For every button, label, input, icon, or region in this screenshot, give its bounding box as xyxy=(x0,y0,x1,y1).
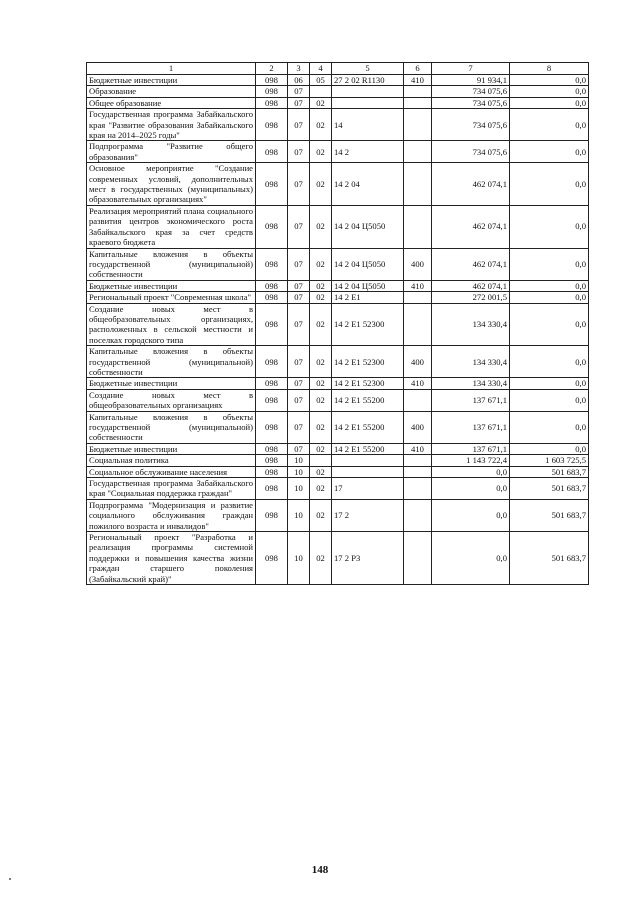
row-name-cell: Бюджетные инвестиции xyxy=(87,378,256,389)
page-number: 148 xyxy=(311,864,329,876)
target-article-cell: 17 2 xyxy=(332,499,404,531)
grbs-code-cell: 098 xyxy=(256,248,288,280)
row-name-cell: Образование xyxy=(87,86,256,97)
subsection-code-cell xyxy=(310,86,332,97)
amount-col7-cell: 137 671,1 xyxy=(432,411,510,443)
target-article-cell: 14 2 04 Ц5050 xyxy=(332,280,404,291)
subsection-code-cell: 02 xyxy=(310,346,332,378)
amount-col8-cell: 501 683,7 xyxy=(510,532,589,585)
budget-table xyxy=(86,62,589,585)
header-cell: 3 xyxy=(288,63,310,75)
section-code-cell: 06 xyxy=(288,75,310,86)
table-row xyxy=(87,109,589,141)
row-name-cell: Создание новых мест в общеобразовательных организациях, расположенных в сельской местности и поселках городского типа xyxy=(87,303,256,346)
subsection-code-cell: 02 xyxy=(310,97,332,108)
section-code-cell: 07 xyxy=(288,389,310,411)
target-article-cell: 14 2 E1 52300 xyxy=(332,346,404,378)
table-row xyxy=(87,86,589,97)
table-body xyxy=(87,75,589,585)
row-name-cell: Подпрограмма "Развитие общего образования" xyxy=(87,141,256,163)
subsection-code-cell: 02 xyxy=(310,389,332,411)
subsection-code-cell: 02 xyxy=(310,478,332,500)
row-name-cell: Бюджетные инвестиции xyxy=(87,280,256,291)
amount-col7-cell: 134 330,4 xyxy=(432,303,510,346)
target-article-cell: 27 2 02 R1130 xyxy=(332,75,404,86)
subsection-code-cell: 02 xyxy=(310,205,332,248)
grbs-code-cell: 098 xyxy=(256,109,288,141)
table-row xyxy=(87,292,589,303)
section-code-cell: 07 xyxy=(288,411,310,443)
subsection-code-cell: 02 xyxy=(310,411,332,443)
subsection-code-cell: 02 xyxy=(310,378,332,389)
target-article-cell: 14 2 E1 55200 xyxy=(332,389,404,411)
amount-col8-cell: 0,0 xyxy=(510,443,589,454)
scan-speck xyxy=(9,878,11,880)
section-code-cell: 07 xyxy=(288,443,310,454)
amount-col7-cell: 734 075,6 xyxy=(432,109,510,141)
table-row xyxy=(87,389,589,411)
subsection-code-cell: 02 xyxy=(310,443,332,454)
expense-type-cell xyxy=(404,163,432,206)
grbs-code-cell: 098 xyxy=(256,378,288,389)
section-code-cell: 10 xyxy=(288,499,310,531)
amount-col8-cell: 0,0 xyxy=(510,248,589,280)
amount-col8-cell: 1 603 725,5 xyxy=(510,455,589,466)
section-code-cell: 07 xyxy=(288,292,310,303)
row-name-cell: Создание новых мест в общеобразовательных организациях xyxy=(87,389,256,411)
table-row xyxy=(87,532,589,585)
row-name-cell: Государственная программа Забайкальского края "Развитие образования Забайкальского края на 2014–2025 годы" xyxy=(87,109,256,141)
section-code-cell: 07 xyxy=(288,248,310,280)
amount-col8-cell: 0,0 xyxy=(510,378,589,389)
subsection-code-cell: 02 xyxy=(310,499,332,531)
table-row xyxy=(87,75,589,86)
section-code-cell: 07 xyxy=(288,346,310,378)
amount-col8-cell: 0,0 xyxy=(510,205,589,248)
grbs-code-cell: 098 xyxy=(256,455,288,466)
header-cell: 5 xyxy=(332,63,404,75)
amount-col7-cell: 137 671,1 xyxy=(432,389,510,411)
subsection-code-cell: 02 xyxy=(310,163,332,206)
amount-col8-cell: 0,0 xyxy=(510,97,589,108)
grbs-code-cell: 098 xyxy=(256,466,288,477)
target-article-cell: 14 2 E1 55200 xyxy=(332,411,404,443)
amount-col7-cell: 462 074,1 xyxy=(432,280,510,291)
amount-col7-cell: 91 934,1 xyxy=(432,75,510,86)
row-name-cell: Подпрограмма "Модернизация и развитие социального обслуживания граждан пожилого возраста и инвалидов" xyxy=(87,499,256,531)
grbs-code-cell: 098 xyxy=(256,163,288,206)
grbs-code-cell: 098 xyxy=(256,478,288,500)
section-code-cell: 07 xyxy=(288,109,310,141)
target-article-cell: 14 2 04 Ц5050 xyxy=(332,205,404,248)
subsection-code-cell: 02 xyxy=(310,466,332,477)
header-cell: 1 xyxy=(87,63,256,75)
row-name-cell: Бюджетные инвестиции xyxy=(87,75,256,86)
expense-type-cell xyxy=(404,86,432,97)
amount-col7-cell: 734 075,6 xyxy=(432,141,510,163)
expense-type-cell: 400 xyxy=(404,248,432,280)
section-code-cell: 07 xyxy=(288,97,310,108)
row-name-cell: Региональный проект "Современная школа" xyxy=(87,292,256,303)
expense-type-cell xyxy=(404,292,432,303)
row-name-cell: Региональный проект "Разработка и реализация программы системной поддержки и повышения качества жизни граждан старшего поколения (Забайкальский край)" xyxy=(87,532,256,585)
grbs-code-cell: 098 xyxy=(256,97,288,108)
subsection-code-cell: 02 xyxy=(310,248,332,280)
expense-type-cell xyxy=(404,532,432,585)
expense-type-cell: 410 xyxy=(404,75,432,86)
target-article-cell xyxy=(332,466,404,477)
amount-col8-cell: 0,0 xyxy=(510,389,589,411)
amount-col7-cell: 1 143 722,4 xyxy=(432,455,510,466)
amount-col8-cell: 0,0 xyxy=(510,303,589,346)
amount-col8-cell: 501 683,7 xyxy=(510,478,589,500)
target-article-cell xyxy=(332,455,404,466)
amount-col7-cell: 0,0 xyxy=(432,499,510,531)
row-name-cell: Основное мероприятие "Создание современных условий, дополнительных мест в государственных (муниципальных) образовательных организациях" xyxy=(87,163,256,206)
section-code-cell: 07 xyxy=(288,86,310,97)
target-article-cell: 14 2 xyxy=(332,141,404,163)
expense-type-cell xyxy=(404,303,432,346)
row-name-cell: Общее образование xyxy=(87,97,256,108)
amount-col7-cell: 462 074,1 xyxy=(432,248,510,280)
expense-type-cell xyxy=(404,466,432,477)
row-name-cell: Капитальные вложения в объекты государственной (муниципальной) собственности xyxy=(87,411,256,443)
header-cell: 7 xyxy=(432,63,510,75)
table-row xyxy=(87,205,589,248)
grbs-code-cell: 098 xyxy=(256,303,288,346)
amount-col8-cell: 0,0 xyxy=(510,86,589,97)
amount-col7-cell: 134 330,4 xyxy=(432,346,510,378)
grbs-code-cell: 098 xyxy=(256,443,288,454)
grbs-code-cell: 098 xyxy=(256,532,288,585)
amount-col8-cell: 0,0 xyxy=(510,411,589,443)
target-article-cell: 14 xyxy=(332,109,404,141)
target-article-cell: 14 2 E1 xyxy=(332,292,404,303)
amount-col7-cell: 0,0 xyxy=(432,466,510,477)
grbs-code-cell: 098 xyxy=(256,86,288,97)
grbs-code-cell: 098 xyxy=(256,292,288,303)
table-row xyxy=(87,499,589,531)
amount-col8-cell: 0,0 xyxy=(510,163,589,206)
amount-col8-cell: 0,0 xyxy=(510,292,589,303)
row-name-cell: Капитальные вложения в объекты государственной (муниципальной) собственности xyxy=(87,248,256,280)
section-code-cell: 07 xyxy=(288,280,310,291)
expense-type-cell: 410 xyxy=(404,280,432,291)
subsection-code-cell: 02 xyxy=(310,303,332,346)
amount-col8-cell: 501 683,7 xyxy=(510,499,589,531)
expense-type-cell xyxy=(404,205,432,248)
expense-type-cell xyxy=(404,478,432,500)
expense-type-cell: 400 xyxy=(404,411,432,443)
amount-col8-cell: 0,0 xyxy=(510,109,589,141)
amount-col8-cell: 0,0 xyxy=(510,141,589,163)
expense-type-cell xyxy=(404,97,432,108)
table-row xyxy=(87,141,589,163)
amount-col7-cell: 0,0 xyxy=(432,532,510,585)
expense-type-cell xyxy=(404,499,432,531)
grbs-code-cell: 098 xyxy=(256,411,288,443)
target-article-cell: 17 2 P3 xyxy=(332,532,404,585)
section-code-cell: 10 xyxy=(288,466,310,477)
section-code-cell: 07 xyxy=(288,378,310,389)
table-row xyxy=(87,303,589,346)
row-name-cell: Реализация мероприятий плана социального развития центров экономического роста Забайкальского края за счет средств краевого бюджета xyxy=(87,205,256,248)
amount-col8-cell: 0,0 xyxy=(510,75,589,86)
header-cell: 4 xyxy=(310,63,332,75)
expense-type-cell: 400 xyxy=(404,346,432,378)
section-code-cell: 07 xyxy=(288,141,310,163)
table-row xyxy=(87,280,589,291)
grbs-code-cell: 098 xyxy=(256,346,288,378)
expense-type-cell: 410 xyxy=(404,378,432,389)
row-name-cell: Бюджетные инвестиции xyxy=(87,443,256,454)
table-row xyxy=(87,466,589,477)
expense-type-cell xyxy=(404,455,432,466)
amount-col7-cell: 137 671,1 xyxy=(432,443,510,454)
amount-col8-cell: 501 683,7 xyxy=(510,466,589,477)
subsection-code-cell: 02 xyxy=(310,141,332,163)
section-code-cell: 10 xyxy=(288,532,310,585)
section-code-cell: 07 xyxy=(288,205,310,248)
header-row xyxy=(87,63,589,75)
subsection-code-cell: 02 xyxy=(310,292,332,303)
amount-col7-cell: 134 330,4 xyxy=(432,378,510,389)
table-row xyxy=(87,346,589,378)
table-row xyxy=(87,478,589,500)
row-name-cell: Капитальные вложения в объекты государственной (муниципальной) собственности xyxy=(87,346,256,378)
table-row xyxy=(87,378,589,389)
target-article-cell xyxy=(332,86,404,97)
amount-col7-cell: 462 074,1 xyxy=(432,205,510,248)
grbs-code-cell: 098 xyxy=(256,499,288,531)
row-name-cell: Государственная программа Забайкальского края "Социальная поддержка граждан" xyxy=(87,478,256,500)
subsection-code-cell: 02 xyxy=(310,280,332,291)
target-article-cell: 14 2 E1 52300 xyxy=(332,378,404,389)
grbs-code-cell: 098 xyxy=(256,75,288,86)
target-article-cell: 14 2 04 Ц5050 xyxy=(332,248,404,280)
header-cell: 6 xyxy=(404,63,432,75)
table-row xyxy=(87,411,589,443)
target-article-cell: 17 xyxy=(332,478,404,500)
subsection-code-cell: 02 xyxy=(310,532,332,585)
grbs-code-cell: 098 xyxy=(256,141,288,163)
expense-type-cell xyxy=(404,141,432,163)
amount-col7-cell: 734 075,6 xyxy=(432,86,510,97)
row-name-cell: Социальное обслуживание населения xyxy=(87,466,256,477)
target-article-cell: 14 2 04 xyxy=(332,163,404,206)
grbs-code-cell: 098 xyxy=(256,205,288,248)
section-code-cell: 10 xyxy=(288,455,310,466)
target-article-cell: 14 2 E1 55200 xyxy=(332,443,404,454)
table-row xyxy=(87,443,589,454)
grbs-code-cell: 098 xyxy=(256,389,288,411)
table-row xyxy=(87,455,589,466)
amount-col7-cell: 272 001,5 xyxy=(432,292,510,303)
amount-col7-cell: 0,0 xyxy=(432,478,510,500)
target-article-cell: 14 2 E1 52300 xyxy=(332,303,404,346)
expense-type-cell: 410 xyxy=(404,443,432,454)
header-cell: 8 xyxy=(510,63,589,75)
expense-type-cell xyxy=(404,109,432,141)
amount-col8-cell: 0,0 xyxy=(510,280,589,291)
target-article-cell xyxy=(332,97,404,108)
table-row xyxy=(87,163,589,206)
section-code-cell: 10 xyxy=(288,478,310,500)
amount-col7-cell: 462 074,1 xyxy=(432,163,510,206)
header-cell: 2 xyxy=(256,63,288,75)
subsection-code-cell: 05 xyxy=(310,75,332,86)
section-code-cell: 07 xyxy=(288,303,310,346)
subsection-code-cell xyxy=(310,455,332,466)
section-code-cell: 07 xyxy=(288,163,310,206)
subsection-code-cell: 02 xyxy=(310,109,332,141)
expense-type-cell xyxy=(404,389,432,411)
amount-col7-cell: 734 075,6 xyxy=(432,97,510,108)
table-row xyxy=(87,248,589,280)
table-row xyxy=(87,97,589,108)
grbs-code-cell: 098 xyxy=(256,280,288,291)
row-name-cell: Социальная политика xyxy=(87,455,256,466)
amount-col8-cell: 0,0 xyxy=(510,346,589,378)
